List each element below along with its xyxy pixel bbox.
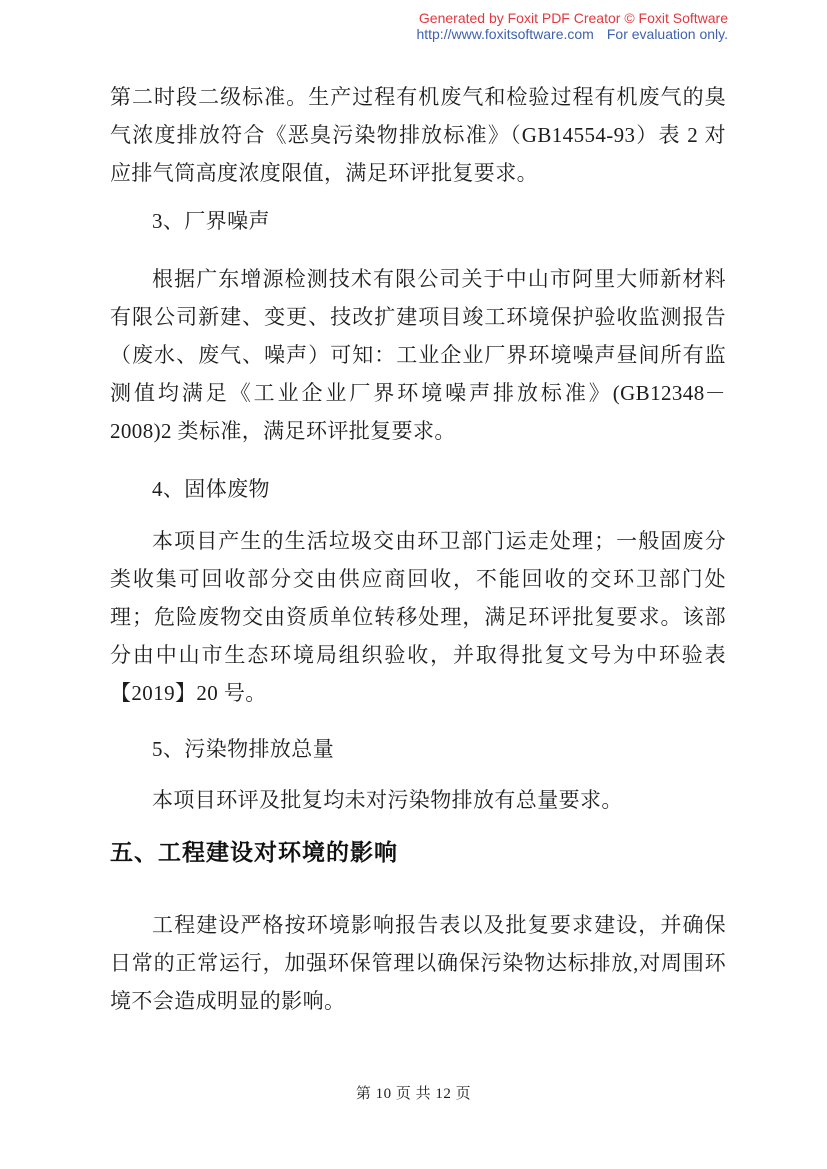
- watermark-evaluation-note: For evaluation only.: [606, 25, 728, 42]
- document-content: [110, 0, 726, 1020]
- section-heading-environment-impact: 五、工程建设对环境的影响: [110, 840, 398, 865]
- watermark-url-link[interactable]: http://www.foxitsoftware.com: [416, 25, 594, 42]
- watermark-generated-text: Generated by Foxit PDF Creator © Foxit Software: [418, 10, 728, 26]
- paragraph-total-emission: 本项目环评及批复均未对污染物排放有总量要求。: [152, 788, 623, 812]
- paragraph-environment-impact: 工程建设严格按环境影响报告表以及批复要求建设，并确保日常的正常运行，加强环保管理以确保污染物达标排放,对周围环境不会造成明显的影响。: [110, 913, 726, 1013]
- paragraph-solid-waste: 本项目产生的生活垃圾交由环卫部门运走处理；一般固废分类收集可回收部分交由供应商回收，不能回收的交环卫部门处理；危险废物交由资质单位转移处理，满足环评批复要求。该部分由中山市生态环境局组织验收，并取得批复文号为中环验表【2019】20 号。: [110, 529, 726, 705]
- subheading-factory-noise: 3、厂界噪声: [152, 209, 270, 233]
- page-number-indicator: 第 10 页 共 12 页: [355, 1086, 472, 1102]
- paragraph-factory-noise: 根据广东增源检测技术有限公司关于中山市阿里大师新材料有限公司新建、变更、技改扩建项目竣工环境保护验收监测报告（废水、废气、噪声）可知：工业企业厂界环境噪声昼间所有监测值均满足《工业企业厂界环境噪声排放标准》(GB12348－2008)2 类标准，满足环评批复要求。: [110, 267, 726, 443]
- paragraph-standard-continuation: 第二时段二级标准。生产过程有机废气和检验过程有机废气的臭气浓度排放符合《恶臭污染物排放标准》（GB14554-93）表 2 对应排气筒高度浓度限值，满足环评批复要求。: [110, 85, 726, 185]
- subheading-solid-waste: 4、固体废物: [152, 477, 270, 501]
- subheading-total-emission: 5、污染物排放总量: [152, 737, 335, 761]
